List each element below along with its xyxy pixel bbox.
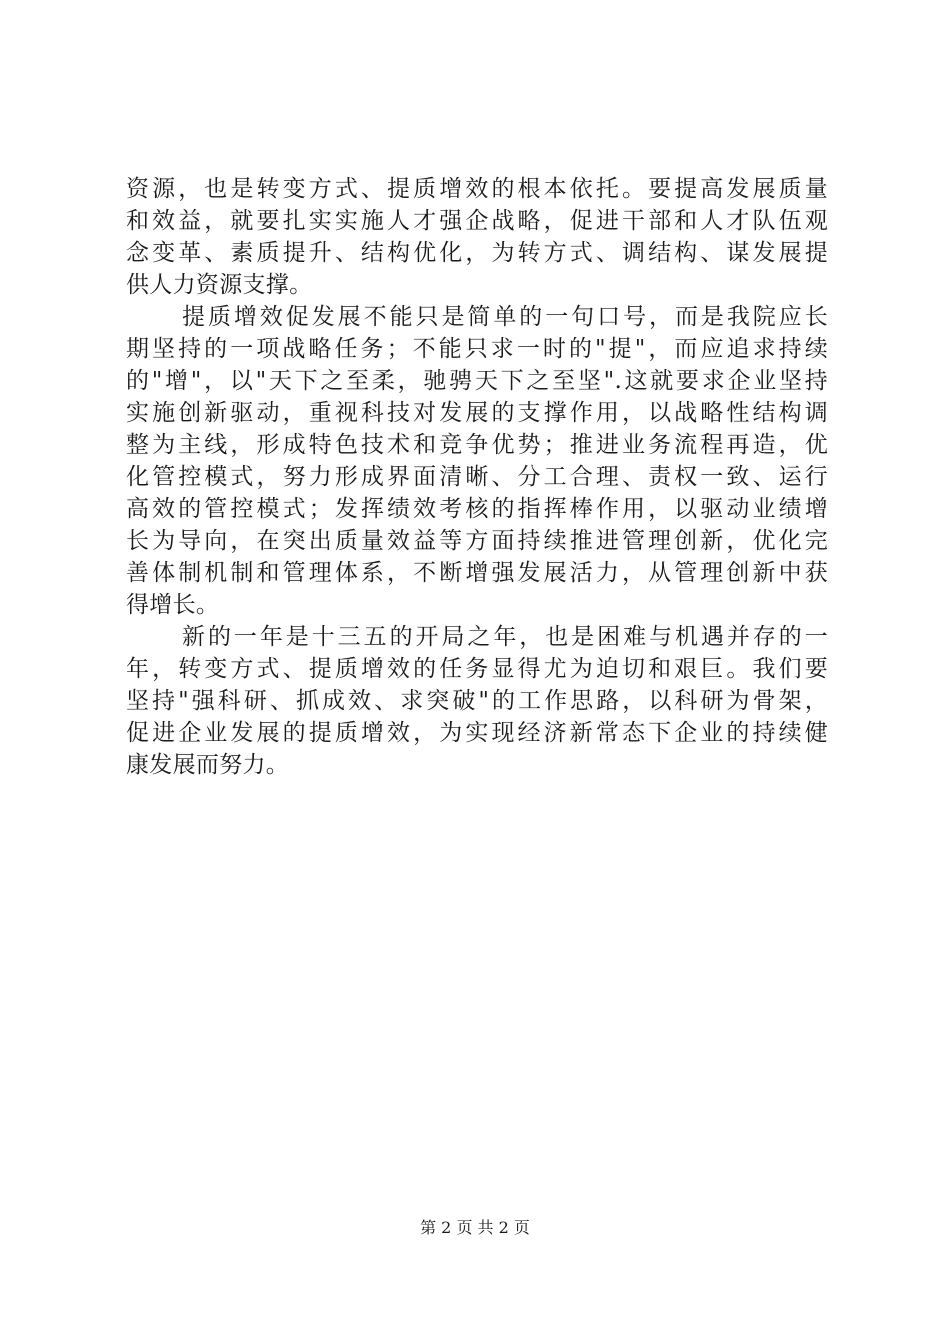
text-line: 善体制机制和管理体系，不断增强发展活力，从管理创新中获 bbox=[126, 560, 828, 586]
text-line: 念变革、素质提升、结构优化，为转方式、调结构、谋发展提 bbox=[126, 240, 828, 266]
paragraph-2 bbox=[126, 301, 828, 621]
text-line: 整为主线，形成特色技术和竞争优势；推进业务流程再造，优 bbox=[126, 432, 828, 458]
text-line: 实施创新驱动，重视科技对发展的支撑作用，以战略性结构调 bbox=[126, 400, 828, 426]
text-line: 资源，也是转变方式、提质增效的根本依托。要提高发展质量 bbox=[126, 176, 828, 202]
text-line: 供人力资源支撑。 bbox=[126, 272, 313, 298]
text-line: 促进企业发展的提质增效，为实现经济新常态下企业的持续健 bbox=[126, 720, 828, 746]
text-line: 和效益，就要扎实实施人才强企战略，促进干部和人才队伍观 bbox=[126, 208, 828, 234]
paragraph-3 bbox=[126, 621, 828, 781]
text-line: 康发展而努力。 bbox=[126, 752, 290, 778]
text-line: 得增长。 bbox=[126, 592, 220, 618]
text-line: 的"增"，以"天下之至柔，驰骋天下之至坚".这就要求企业坚持 bbox=[126, 368, 828, 394]
paragraph-1 bbox=[126, 173, 828, 301]
page-number-footer: 第 2 页 共 2 页 bbox=[420, 1218, 530, 1237]
text-line: 年，转变方式、提质增效的任务显得尤为迫切和艰巨。我们要 bbox=[126, 656, 828, 682]
text-line: 高效的管控模式；发挥绩效考核的指挥棒作用，以驱动业绩增 bbox=[126, 496, 828, 522]
text-line: 提质增效促发展不能只是简单的一句口号，而是我院应长 bbox=[182, 304, 828, 330]
text-line: 长为导向，在突出质量效益等方面持续推进管理创新，优化完 bbox=[126, 528, 828, 554]
document-body bbox=[126, 173, 828, 781]
text-line: 新的一年是十三五的开局之年，也是困难与机遇并存的一 bbox=[182, 624, 828, 650]
text-line: 坚持"强科研、抓成效、求突破"的工作思路，以科研为骨架， bbox=[126, 688, 828, 714]
text-line: 期坚持的一项战略任务；不能只求一时的"提"，而应追求持续 bbox=[126, 336, 828, 362]
text-line: 化管控模式，努力形成界面清晰、分工合理、责权一致、运行 bbox=[126, 464, 828, 490]
